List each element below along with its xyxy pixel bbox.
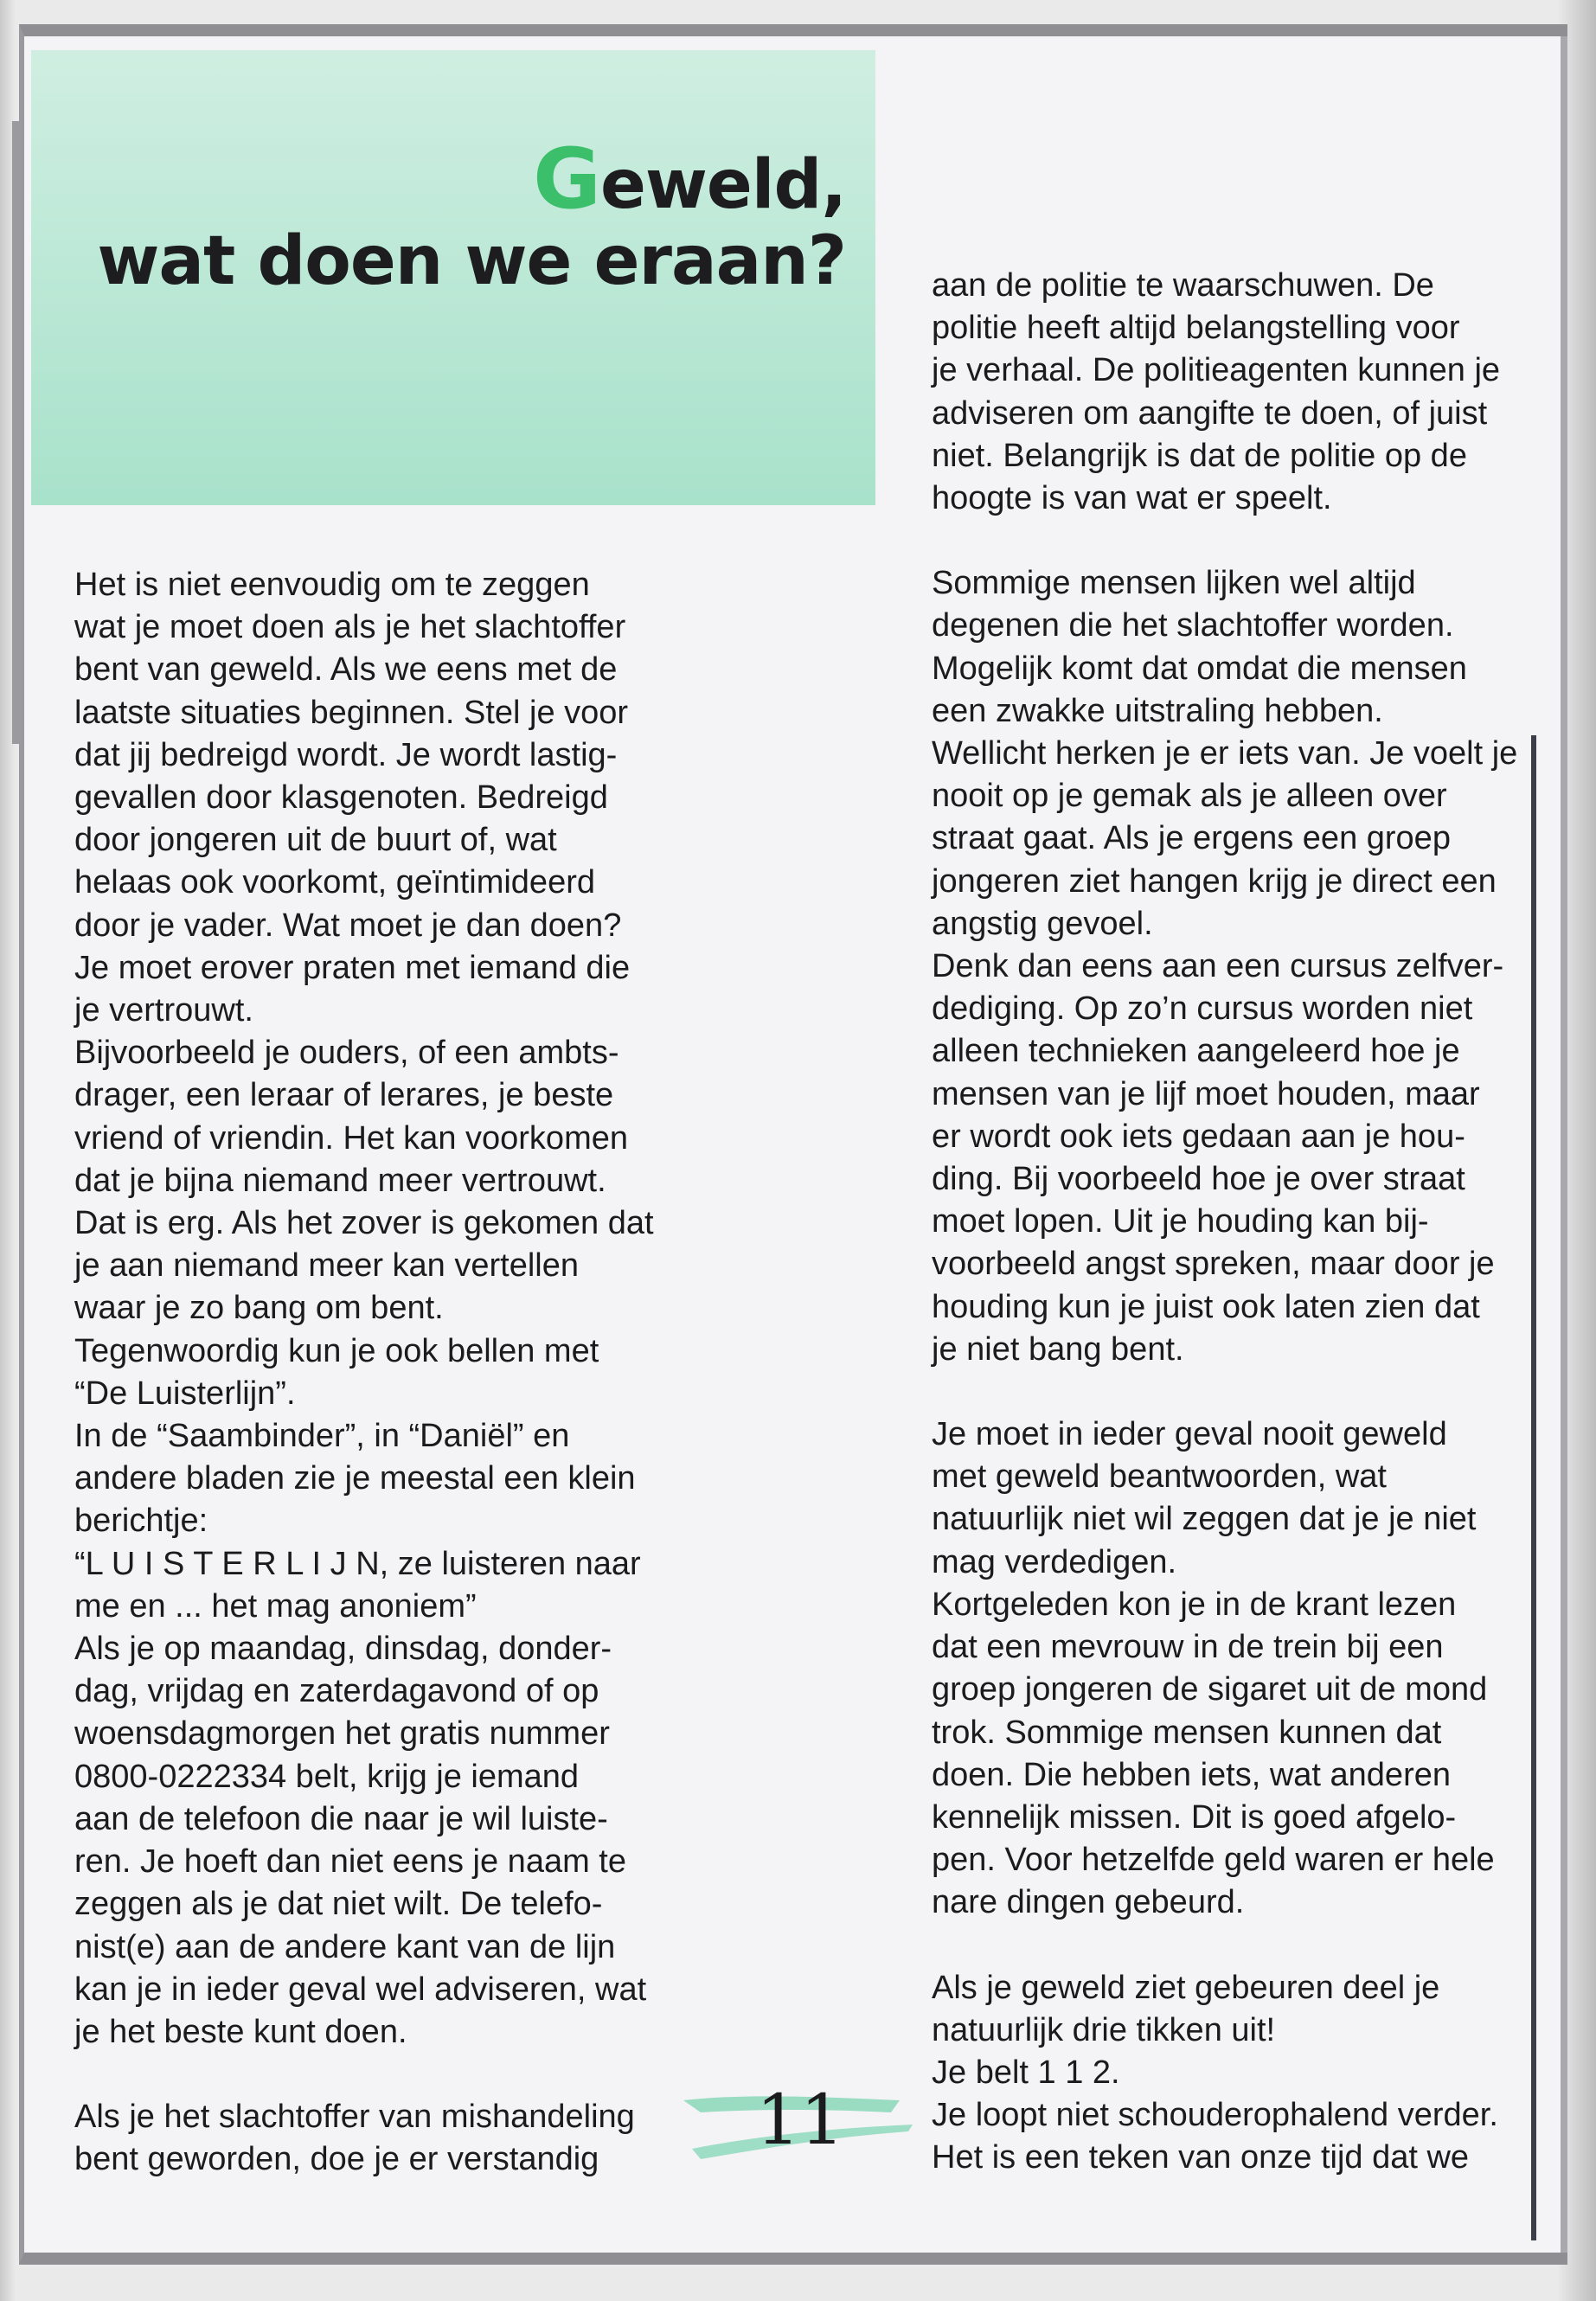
text-line: je aan niemand meer kan vertellen xyxy=(74,1247,580,1285)
text-line: door je vader. Wat moet je dan doen? xyxy=(74,907,622,944)
text-line: gevallen door klasgenoten. Bedreigd xyxy=(74,779,608,817)
paragraph-gap xyxy=(932,1925,1529,1967)
text-line: Als je het slachtoffer van mishandeling xyxy=(74,2099,635,2136)
title-line-1 xyxy=(97,131,846,228)
text-line: kennelijk missen. Dit is goed afgelo- xyxy=(932,1798,1457,1836)
text-line: kan je in ieder geval wel adviseren, wat xyxy=(74,1971,647,2008)
paragraph-gap xyxy=(74,2054,671,2096)
text-line: woensdagmorgen het gratis nummer xyxy=(74,1715,610,1753)
text-line: dat je bijna niemand meer vertrouwt. xyxy=(74,1162,606,1199)
text-line: er wordt ook iets gedaan aan je hou- xyxy=(932,1118,1465,1155)
left-text-column xyxy=(74,564,671,2182)
text-line: “L U I S T E R L I J N, ze luisteren naar xyxy=(74,1545,641,1582)
text-line: Wellicht herken je er iets van. Je voelt je xyxy=(932,735,1518,772)
text-line: mensen van je lijf moet houden, maar xyxy=(932,1075,1480,1112)
text-line: vriend of vriendin. Het kan voorkomen xyxy=(74,1119,628,1157)
text-line: Als je geweld ziet gebeuren deel je xyxy=(932,1969,1440,2006)
page-number-block xyxy=(675,2074,917,2170)
paragraph-gap xyxy=(932,1371,1529,1413)
text-line: natuurlijk niet wil zeggen dat je je niet xyxy=(932,1501,1477,1538)
text-line: door jongeren uit de buurt of, wat xyxy=(74,822,557,859)
text-line: natuurlijk drie tikken uit! xyxy=(932,2011,1276,2048)
title-line-1-rest: eweld, xyxy=(599,146,846,224)
text-line: politie heeft altijd belangstelling voor xyxy=(932,310,1460,347)
text-line: dag, vrijdag en zaterdagavond of op xyxy=(74,1673,599,1710)
text-line: Bijvoorbeeld je ouders, of een ambts- xyxy=(74,1035,619,1072)
page-title xyxy=(97,131,846,300)
text-line: Als je op maandag, dinsdag, donder- xyxy=(74,1631,612,1668)
text-line: jongeren ziet hangen krijg je direct een xyxy=(932,862,1497,900)
text-line: aan de politie te waarschuwen. De xyxy=(932,267,1434,304)
text-line: trok. Sommige mensen kunnen dat xyxy=(932,1714,1442,1751)
text-line: straat gaat. Als je ergens een groep xyxy=(932,820,1451,857)
text-line: hoogte is van wat er speelt. xyxy=(932,480,1332,517)
paragraph-gap xyxy=(932,520,1529,562)
text-line: me en ... het mag anoniem” xyxy=(74,1587,477,1625)
text-line: doen. Die hebben iets, wat anderen xyxy=(932,1756,1451,1793)
text-line: dediging. Op zo’n cursus worden niet xyxy=(932,990,1473,1028)
text-line: moet lopen. Uit je houding kan bij- xyxy=(932,1203,1429,1240)
page-right-rule xyxy=(1531,735,1536,2240)
text-line: voorbeeld angst spreken, maar door je xyxy=(932,1246,1495,1283)
text-line: dat een mevrouw in de trein bij een xyxy=(932,1629,1444,1666)
title-block xyxy=(31,50,875,505)
text-line: 0800-0222334 belt, krijg je iemand xyxy=(74,1758,580,1795)
text-line: Mogelijk komt dat omdat die mensen xyxy=(932,650,1467,687)
text-line: Je moet erover praten met iemand die xyxy=(74,949,631,986)
text-line: ren. Je hoeft dan niet eens je naam te xyxy=(74,1843,626,1881)
text-line: andere bladen zie je meestal een klein xyxy=(74,1460,636,1497)
text-line: je niet bang bent. xyxy=(932,1330,1184,1368)
text-line: berichtje: xyxy=(74,1503,208,1540)
text-line: nist(e) aan de andere kant van de lijn xyxy=(74,1928,616,1965)
page-left-edge-shadow xyxy=(12,121,21,744)
text-line: pen. Voor hetzelfde geld waren er hele xyxy=(932,1842,1495,1879)
text-line: Denk dan eens aan een cursus zelfver- xyxy=(932,948,1504,985)
page-number: 11 xyxy=(756,2080,844,2160)
text-line: een zwakke uitstraling hebben. xyxy=(932,692,1383,729)
text-line: met geweld beantwoorden, wat xyxy=(932,1458,1387,1496)
text-line: aan de telefoon die naar je wil luiste- xyxy=(74,1800,608,1837)
text-line: zeggen als je dat niet wilt. De telefo- xyxy=(74,1886,603,1923)
text-line: wat je moet doen als je het slachtoffer xyxy=(74,609,626,646)
text-line: mag verdedigen. xyxy=(932,1543,1177,1580)
text-line: dat jij bedreigd wordt. Je wordt lastig- xyxy=(74,736,618,773)
text-line: bent van geweld. Als we eens met de xyxy=(74,651,618,689)
text-line: Je loopt niet schouderophalend verder. xyxy=(932,2097,1498,2134)
text-line: Je belt 1 1 2. xyxy=(932,2054,1120,2091)
text-line: angstig gevoel. xyxy=(932,905,1153,942)
text-line: je vertrouwt. xyxy=(74,992,253,1029)
text-line: laatste situaties beginnen. Stel je voor xyxy=(74,694,629,731)
text-line: Het is niet eenvoudig om te zeggen xyxy=(74,567,590,603)
text-line: je verhaal. De politieagenten kunnen je xyxy=(932,352,1501,389)
title-line-2: wat doen we eraan? xyxy=(97,222,846,300)
text-line: Tegenwoordig kun je ook bellen met xyxy=(74,1332,599,1369)
title-initial: G xyxy=(533,131,600,228)
text-line: waar je zo bang om bent. xyxy=(74,1290,444,1327)
text-line: In de “Saambinder”, in “Daniël” en xyxy=(74,1418,570,1455)
text-line: niet. Belangrijk is dat de politie op de xyxy=(932,437,1467,474)
text-line: drager, een leraar of lerares, je beste xyxy=(74,1077,614,1114)
text-line: “De Luisterlijn”. xyxy=(74,1375,296,1412)
text-line: Dat is erg. Als het zover is gekomen dat xyxy=(74,1205,654,1242)
right-text-column xyxy=(932,265,1529,2180)
text-line: Het is een teken van onze tijd dat we xyxy=(932,2139,1470,2176)
text-line: Sommige mensen lijken wel altijd xyxy=(932,565,1416,602)
text-line: alleen technieken aangeleerd hoe je xyxy=(932,1033,1460,1070)
text-line: nare dingen gebeurd. xyxy=(932,1884,1245,1921)
text-line: houding kun je juist ook laten zien dat xyxy=(932,1288,1480,1325)
text-line: adviseren om aangifte te doen, of juist xyxy=(932,394,1488,432)
text-line: Je moet in ieder geval nooit geweld xyxy=(932,1416,1447,1453)
text-line: ding. Bij voorbeeld hoe je over straat xyxy=(932,1161,1465,1198)
text-line: helaas ook voorkomt, geïntimideerd xyxy=(74,864,595,901)
text-line: je het beste kunt doen. xyxy=(74,2013,407,2050)
text-line: nooit op je gemak als je alleen over xyxy=(932,778,1447,815)
text-line: Kortgeleden kon je in de krant lezen xyxy=(932,1586,1457,1623)
text-line: bent geworden, doe je er verstandig xyxy=(74,2141,599,2178)
text-line: degenen die het slachtoffer worden. xyxy=(932,607,1454,644)
text-line: groep jongeren de sigaret uit de mond xyxy=(932,1671,1488,1708)
